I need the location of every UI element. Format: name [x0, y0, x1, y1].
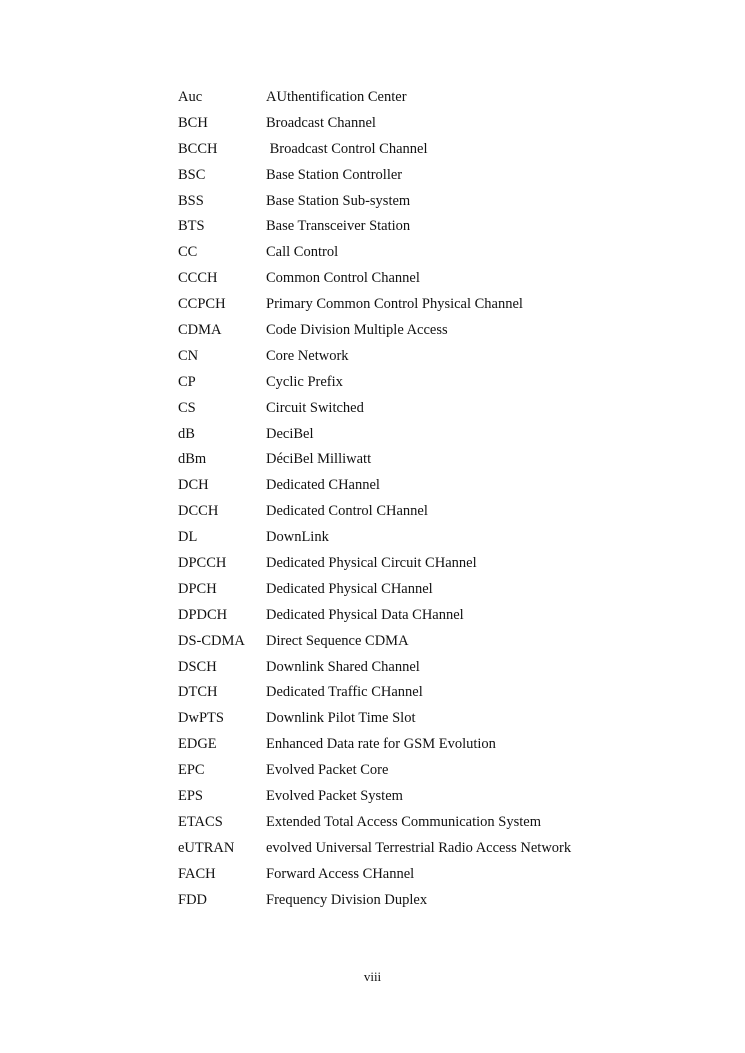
abbreviation-definition: Code Division Multiple Access — [266, 322, 448, 339]
abbreviation-definition: Dedicated Control CHannel — [266, 503, 428, 520]
abbreviation-row — [178, 165, 658, 191]
abbreviation-row — [178, 113, 658, 139]
abbreviation-row — [178, 553, 658, 579]
abbreviation-row — [178, 838, 658, 864]
abbreviation-definition: DownLink — [266, 529, 329, 546]
abbreviation-row — [178, 657, 658, 683]
abbreviation-term: DTCH — [178, 684, 218, 701]
abbreviation-row — [178, 812, 658, 838]
abbreviation-term: dB — [178, 425, 195, 442]
abbreviation-definition: Dedicated Physical Data CHannel — [266, 606, 464, 623]
abbreviation-definition: Downlink Shared Channel — [266, 658, 420, 675]
abbreviation-definition: Direct Sequence CDMA — [266, 632, 409, 649]
abbreviation-term: CN — [178, 347, 199, 364]
abbreviation-definition: Dedicated Physical Circuit CHannel — [266, 555, 477, 572]
abbreviation-definition: Frequency Division Duplex — [266, 891, 428, 908]
abbreviation-definition: DeciBel — [266, 425, 314, 442]
abbreviation-row — [178, 294, 658, 320]
abbreviation-term: FACH — [178, 865, 216, 882]
abbreviation-term: EDGE — [178, 736, 217, 753]
abbreviation-definition: Base Station Controller — [266, 166, 403, 183]
abbreviation-definition: Broadcast Control Channel — [266, 140, 428, 157]
abbreviation-term: EPS — [178, 788, 203, 805]
abbreviation-term: CDMA — [178, 322, 222, 339]
abbreviation-definition: Broadcast Channel — [266, 114, 376, 131]
abbreviation-term: BCH — [178, 114, 208, 131]
abbreviation-definition: evolved Universal Terrestrial Radio Access Network — [266, 839, 572, 856]
abbreviation-definition: Call Control — [266, 244, 339, 261]
abbreviation-term: DSCH — [178, 658, 217, 675]
abbreviation-row — [178, 605, 658, 631]
abbreviation-term: eUTRAN — [178, 839, 235, 856]
abbreviation-term: ETACS — [178, 813, 223, 830]
abbreviation-row — [178, 864, 658, 890]
abbreviation-row — [178, 501, 658, 527]
abbreviation-term: DwPTS — [178, 710, 224, 727]
abbreviation-term: CS — [178, 399, 196, 416]
abbreviation-definition: Primary Common Control Physical Channel — [266, 296, 523, 313]
abbreviation-term: CP — [178, 373, 196, 390]
abbreviation-row — [178, 890, 658, 916]
abbreviation-term: CC — [178, 244, 198, 261]
abbreviation-row — [178, 631, 658, 657]
abbreviation-row — [178, 708, 658, 734]
page-number: viii — [363, 969, 382, 984]
abbreviation-term: EPC — [178, 762, 205, 779]
abbreviation-definition: Dedicated Traffic CHannel — [266, 684, 423, 701]
abbreviation-row — [178, 139, 658, 165]
abbreviation-row — [178, 475, 658, 501]
abbreviation-row — [178, 527, 658, 553]
abbreviation-row — [178, 87, 658, 113]
abbreviation-row — [178, 242, 658, 268]
abbreviation-definition: Enhanced Data rate for GSM Evolution — [266, 736, 496, 753]
abbreviation-row — [178, 346, 658, 372]
abbreviation-row — [178, 216, 658, 242]
abbreviation-definition: Dedicated CHannel — [266, 477, 380, 494]
abbreviation-definition: Circuit Switched — [266, 399, 364, 416]
abbreviation-term: BCCH — [178, 140, 218, 157]
abbreviation-definition: Base Transceiver Station — [266, 218, 411, 235]
abbreviation-term: DPCCH — [178, 555, 227, 572]
abbreviation-row — [178, 734, 658, 760]
abbreviation-row — [178, 191, 658, 217]
abbreviation-row — [178, 449, 658, 475]
abbreviation-row — [178, 372, 658, 398]
abbreviation-definition: Extended Total Access Communication System — [266, 813, 541, 830]
abbreviation-term: BSS — [178, 192, 204, 209]
abbreviation-term: DPCH — [178, 580, 217, 597]
abbreviation-definition: AUthentification Center — [266, 89, 407, 105]
abbreviation-term: dBm — [178, 451, 207, 468]
abbreviation-term: DS-CDMA — [178, 632, 245, 649]
abbreviation-definition: Cyclic Prefix — [266, 373, 343, 390]
abbreviation-definition: Forward Access CHannel — [266, 865, 415, 882]
abbreviation-term: DPDCH — [178, 606, 228, 623]
abbreviation-definition: Common Control Channel — [266, 270, 420, 287]
abbreviation-row — [178, 320, 658, 346]
abbreviation-definition: Evolved Packet Core — [266, 762, 389, 779]
abbreviation-term: DCH — [178, 477, 209, 494]
abbreviation-row — [178, 579, 658, 605]
abbreviation-definition: Base Station Sub-system — [266, 192, 411, 209]
abbreviation-term: BSC — [178, 166, 206, 183]
abbreviation-row — [178, 424, 658, 450]
abbreviation-row — [178, 760, 658, 786]
abbreviation-definition: Downlink Pilot Time Slot — [266, 710, 416, 727]
abbreviation-term: DCCH — [178, 503, 219, 520]
abbreviation-list — [178, 87, 658, 916]
abbreviation-row — [178, 268, 658, 294]
abbreviation-term: CCCH — [178, 270, 218, 287]
abbreviation-term: CCPCH — [178, 296, 226, 313]
abbreviation-row — [178, 682, 658, 708]
abbreviation-definition: Dedicated Physical CHannel — [266, 580, 433, 597]
abbreviation-row — [178, 398, 658, 424]
abbreviation-definition: DéciBel Milliwatt — [266, 451, 372, 468]
abbreviation-term: Auc — [178, 89, 203, 105]
abbreviation-definition: Evolved Packet System — [266, 788, 403, 805]
abbreviation-row — [178, 786, 658, 812]
abbreviation-term: FDD — [178, 891, 208, 908]
abbreviation-term: DL — [178, 529, 198, 546]
abbreviation-definition: Core Network — [266, 347, 349, 364]
abbreviation-term: BTS — [178, 218, 205, 235]
